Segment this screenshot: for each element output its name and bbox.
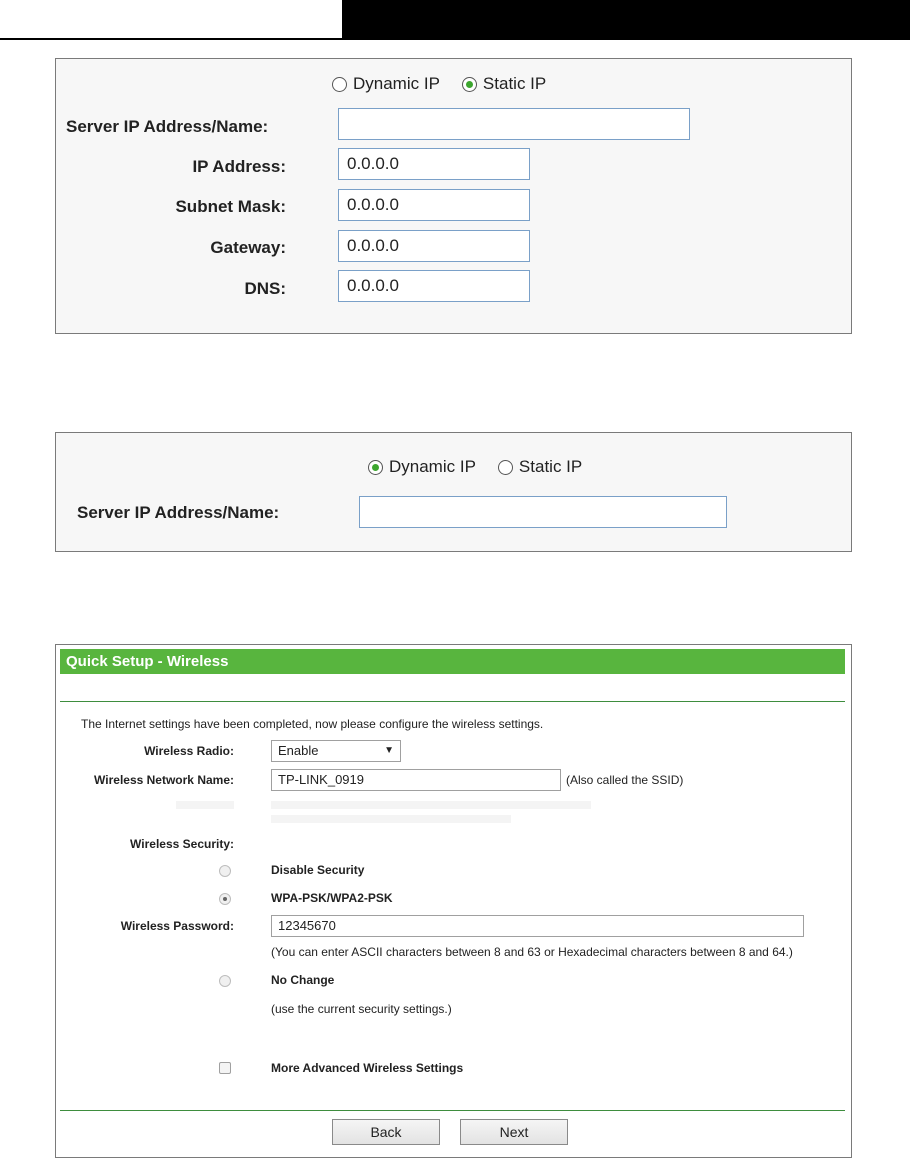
dropdown-arrow-icon: ▼ — [384, 745, 394, 756]
wireless-name-input[interactable]: TP-LINK_0919 — [271, 769, 561, 791]
wpa-psk-radio[interactable] — [219, 893, 231, 905]
title-divider — [60, 701, 845, 702]
dns-input[interactable]: 0.0.0.0 — [338, 270, 530, 302]
subnet-mask-input[interactable]: 0.0.0.0 — [338, 189, 530, 221]
server-ip-label-2: Server IP Address/Name: — [77, 503, 280, 522]
advanced-settings-checkbox[interactable] — [219, 1062, 231, 1074]
wireless-name-label: Wireless Network Name: — [94, 773, 234, 787]
dynamic-ip-radio-2[interactable] — [368, 460, 383, 475]
dns-label: DNS: — [244, 279, 286, 298]
ssid-hint: (Also called the SSID) — [566, 773, 684, 787]
wireless-security-label: Wireless Security: — [130, 837, 234, 851]
static-ip-option-2[interactable] — [498, 457, 582, 477]
wpa-psk-label: WPA-PSK/WPA2-PSK — [271, 891, 393, 905]
wireless-radio-select[interactable] — [271, 740, 401, 762]
gateway-label: Gateway: — [210, 238, 286, 257]
ip-type-radio-group — [332, 74, 568, 94]
quick-setup-wireless-panel — [55, 644, 852, 1158]
footer-divider — [60, 1110, 845, 1111]
wireless-password-input[interactable]: 12345670 — [271, 915, 804, 937]
static-ip-panel — [55, 58, 852, 334]
dynamic-ip-label-2: Dynamic IP — [389, 457, 476, 476]
ip-address-label: IP Address: — [192, 157, 286, 176]
next-button[interactable]: Next — [460, 1119, 568, 1145]
dynamic-ip-panel — [55, 432, 852, 552]
wireless-password-label: Wireless Password: — [120, 919, 234, 933]
faded-region-text — [271, 801, 591, 809]
server-ip-input[interactable] — [338, 108, 690, 140]
faded-region-text-2 — [271, 815, 511, 823]
static-ip-radio-2[interactable] — [498, 460, 513, 475]
static-ip-option[interactable] — [462, 74, 546, 94]
password-hint: (You can enter ASCII characters between 8 and 63 or Hexadecimal characters between 8 and 64.) — [271, 945, 793, 959]
header-rule — [0, 38, 342, 40]
ip-type-radio-group-2 — [368, 457, 604, 477]
gateway-input[interactable]: 0.0.0.0 — [338, 230, 530, 262]
dynamic-ip-label: Dynamic IP — [353, 74, 440, 93]
back-button[interactable]: Back — [332, 1119, 440, 1145]
dynamic-ip-radio[interactable] — [332, 77, 347, 92]
static-ip-label: Static IP — [482, 74, 547, 93]
disable-security-radio[interactable] — [219, 865, 231, 877]
intro-text: The Internet settings have been completed, now please configure the wireless settings. — [81, 717, 544, 731]
static-ip-label-2: Static IP — [518, 457, 583, 476]
server-ip-label: Server IP Address/Name: — [66, 117, 269, 136]
dynamic-ip-option-2[interactable] — [368, 457, 476, 477]
dynamic-ip-option[interactable] — [332, 74, 440, 94]
ip-address-input[interactable]: 0.0.0.0 — [338, 148, 530, 180]
no-change-label: No Change — [271, 973, 335, 987]
server-ip-input-2[interactable] — [359, 496, 727, 528]
no-change-radio[interactable] — [219, 975, 231, 987]
advanced-settings-label: More Advanced Wireless Settings — [271, 1061, 464, 1075]
panel-title: Quick Setup - Wireless — [60, 649, 845, 674]
subnet-mask-label: Subnet Mask: — [175, 197, 286, 216]
no-change-hint: (use the current security settings.) — [271, 1002, 452, 1016]
disable-security-label: Disable Security — [271, 863, 365, 877]
wireless-radio-label: Wireless Radio: — [144, 744, 234, 758]
wireless-radio-value: Enable — [278, 743, 319, 758]
static-ip-radio[interactable] — [462, 77, 477, 92]
faded-region-label — [176, 801, 234, 809]
header-white-block — [0, 0, 342, 40]
header-black-bar — [342, 0, 910, 40]
